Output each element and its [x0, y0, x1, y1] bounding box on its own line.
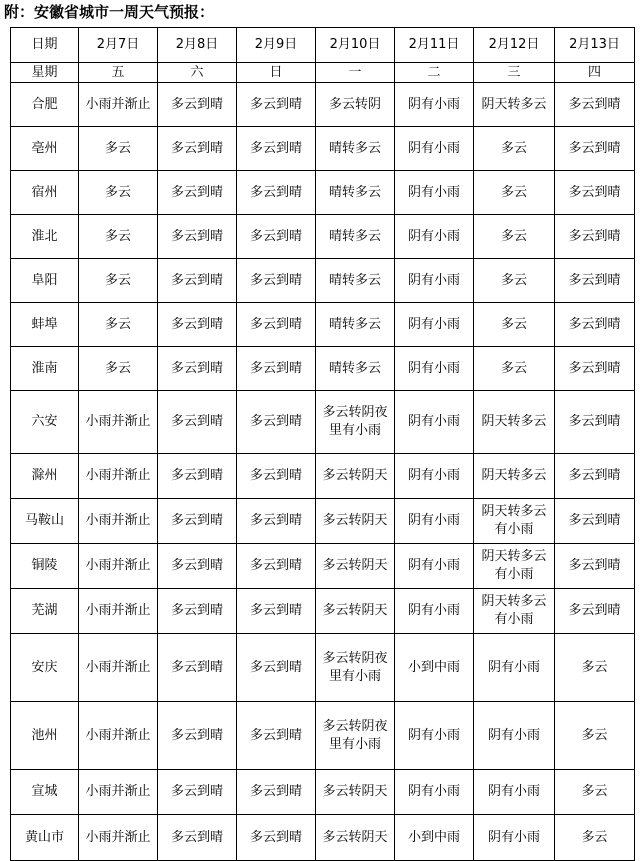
- forecast-cell: 阴有小雨: [395, 544, 474, 589]
- table-body: [11, 28, 635, 861]
- city-name-cell: 蚌埠: [11, 303, 79, 347]
- forecast-cell: 多云到晴: [158, 347, 237, 391]
- forecast-cell: 多云转阴: [316, 83, 395, 127]
- forecast-cell: 阴天转多云: [474, 454, 555, 499]
- forecast-cell: 阴有小雨: [474, 634, 555, 702]
- forecast-cell: 多云: [474, 347, 555, 391]
- forecast-cell: 多云到晴: [158, 634, 237, 702]
- city-name-cell: 黄山市: [11, 815, 79, 861]
- city-name-cell: 宿州: [11, 171, 79, 215]
- forecast-cell: 晴转多云: [316, 215, 395, 259]
- weekday-cell: 六: [158, 63, 237, 83]
- forecast-cell: 多云转阴夜里有小雨: [316, 702, 395, 770]
- forecast-cell: 多云转阴天: [316, 815, 395, 861]
- forecast-cell: 晴转多云: [316, 127, 395, 171]
- city-name-cell: 淮南: [11, 347, 79, 391]
- table-row: [11, 215, 635, 259]
- table-row: [11, 702, 635, 770]
- weekday-header-label: 星期: [11, 63, 79, 83]
- city-name-cell: 淮北: [11, 215, 79, 259]
- forecast-cell: 多云到晴: [555, 499, 635, 544]
- forecast-cell: 多云到晴: [158, 499, 237, 544]
- table-row: [11, 83, 635, 127]
- forecast-cell: 多云到晴: [555, 347, 635, 391]
- forecast-cell: 阴有小雨: [395, 589, 474, 634]
- forecast-cell: 多云到晴: [555, 544, 635, 589]
- forecast-cell: 多云到晴: [237, 634, 316, 702]
- forecast-cell: 多云到晴: [237, 127, 316, 171]
- forecast-cell: 阴有小雨: [395, 702, 474, 770]
- table-row: [11, 127, 635, 171]
- forecast-cell: 多云到晴: [237, 171, 316, 215]
- forecast-cell: 多云到晴: [237, 215, 316, 259]
- date-header-cell: 2月8日: [158, 28, 237, 63]
- forecast-cell: 多云到晴: [237, 391, 316, 454]
- forecast-cell: 多云转阴天: [316, 589, 395, 634]
- date-header-row: [11, 28, 635, 63]
- table-row: [11, 499, 635, 544]
- city-name-cell: 宣城: [11, 770, 79, 815]
- page-title: 附：安徽省城市一周天气预报：: [4, 3, 215, 21]
- forecast-cell: 多云到晴: [158, 454, 237, 499]
- city-name-cell: 安庆: [11, 634, 79, 702]
- forecast-cell: 多云到晴: [158, 815, 237, 861]
- forecast-cell: 多云到晴: [158, 83, 237, 127]
- forecast-cell: 小雨并渐止: [79, 815, 158, 861]
- date-header-label: 日期: [11, 28, 79, 63]
- forecast-cell: 多云: [79, 347, 158, 391]
- forecast-cell: 多云转阴天: [316, 770, 395, 815]
- date-header-cell: 2月9日: [237, 28, 316, 63]
- forecast-cell: 多云到晴: [237, 499, 316, 544]
- forecast-cell: 阴有小雨: [395, 770, 474, 815]
- forecast-cell: 多云到晴: [237, 770, 316, 815]
- forecast-cell: 多云: [79, 303, 158, 347]
- forecast-cell: 多云: [555, 815, 635, 861]
- forecast-cell: 多云转阴夜里有小雨: [316, 391, 395, 454]
- forecast-cell: 阴有小雨: [474, 815, 555, 861]
- forecast-cell: 多云到晴: [158, 770, 237, 815]
- weekday-cell: 日: [237, 63, 316, 83]
- forecast-cell: 多云到晴: [237, 589, 316, 634]
- date-header-cell: 2月11日: [395, 28, 474, 63]
- forecast-cell: 多云: [474, 215, 555, 259]
- forecast-cell: 阴天转多云有小雨: [474, 499, 555, 544]
- forecast-cell: 多云到晴: [158, 127, 237, 171]
- table-row: [11, 171, 635, 215]
- forecast-cell: 小雨并渐止: [79, 391, 158, 454]
- forecast-cell: 阴天转多云: [474, 83, 555, 127]
- forecast-cell: 阴有小雨: [395, 499, 474, 544]
- date-header-cell: 2月10日: [316, 28, 395, 63]
- table-row: [11, 303, 635, 347]
- city-name-cell: 铜陵: [11, 544, 79, 589]
- weekday-cell: 三: [474, 63, 555, 83]
- forecast-cell: 多云: [79, 215, 158, 259]
- city-name-cell: 亳州: [11, 127, 79, 171]
- forecast-cell: 多云到晴: [555, 215, 635, 259]
- city-name-cell: 阜阳: [11, 259, 79, 303]
- forecast-cell: 阴有小雨: [395, 215, 474, 259]
- forecast-cell: 多云到晴: [555, 171, 635, 215]
- forecast-cell: 多云: [474, 259, 555, 303]
- forecast-cell: 多云: [474, 127, 555, 171]
- date-header-cell: 2月12日: [474, 28, 555, 63]
- forecast-cell: 多云到晴: [555, 303, 635, 347]
- forecast-cell: 多云到晴: [555, 83, 635, 127]
- forecast-cell: 阴有小雨: [395, 454, 474, 499]
- table-row: [11, 259, 635, 303]
- forecast-cell: 阴天转多云: [474, 391, 555, 454]
- forecast-cell: 阴有小雨: [395, 259, 474, 303]
- forecast-cell: 多云到晴: [237, 454, 316, 499]
- forecast-cell: 多云: [555, 634, 635, 702]
- forecast-cell: 多云到晴: [158, 544, 237, 589]
- date-header-cell: 2月7日: [79, 28, 158, 63]
- city-name-cell: 芜湖: [11, 589, 79, 634]
- forecast-cell: 多云: [79, 171, 158, 215]
- forecast-cell: 阴有小雨: [395, 347, 474, 391]
- forecast-cell: 小雨并渐止: [79, 589, 158, 634]
- forecast-cell: 阴有小雨: [395, 127, 474, 171]
- forecast-cell: 小到中雨: [395, 815, 474, 861]
- forecast-cell: 小雨并渐止: [79, 544, 158, 589]
- forecast-cell: 小雨并渐止: [79, 454, 158, 499]
- forecast-cell: 多云: [555, 770, 635, 815]
- forecast-cell: 晴转多云: [316, 171, 395, 215]
- forecast-cell: 小雨并渐止: [79, 499, 158, 544]
- table-row: [11, 391, 635, 454]
- forecast-cell: 多云转阴天: [316, 454, 395, 499]
- forecast-cell: 阴有小雨: [474, 702, 555, 770]
- forecast-cell: 多云到晴: [555, 391, 635, 454]
- weekday-header-row: [11, 63, 635, 83]
- forecast-cell: 多云到晴: [237, 815, 316, 861]
- forecast-cell: 多云: [79, 259, 158, 303]
- forecast-cell: 多云到晴: [158, 171, 237, 215]
- forecast-cell: 多云转阴天: [316, 499, 395, 544]
- city-name-cell: 滁州: [11, 454, 79, 499]
- forecast-cell: 多云到晴: [158, 391, 237, 454]
- forecast-cell: 小雨并渐止: [79, 770, 158, 815]
- weekday-cell: 五: [79, 63, 158, 83]
- forecast-cell: 多云到晴: [158, 215, 237, 259]
- forecast-cell: 多云到晴: [555, 259, 635, 303]
- weekday-cell: 一: [316, 63, 395, 83]
- forecast-cell: 多云到晴: [237, 303, 316, 347]
- forecast-cell: 小雨并渐止: [79, 83, 158, 127]
- forecast-cell: 多云到晴: [237, 347, 316, 391]
- table-row: [11, 815, 635, 861]
- table-row: [11, 634, 635, 702]
- forecast-cell: 小到中雨: [395, 634, 474, 702]
- forecast-cell: 多云转阴夜里有小雨: [316, 634, 395, 702]
- forecast-cell: 小雨并渐止: [79, 634, 158, 702]
- table-row: [11, 544, 635, 589]
- table-row: [11, 454, 635, 499]
- table-row: [11, 347, 635, 391]
- city-name-cell: 池州: [11, 702, 79, 770]
- table-row: [11, 589, 635, 634]
- forecast-cell: 多云: [474, 171, 555, 215]
- city-name-cell: 马鞍山: [11, 499, 79, 544]
- forecast-cell: 多云: [555, 702, 635, 770]
- forecast-cell: 多云到晴: [555, 589, 635, 634]
- forecast-cell: 多云到晴: [158, 303, 237, 347]
- forecast-cell: 阴有小雨: [395, 391, 474, 454]
- city-name-cell: 六安: [11, 391, 79, 454]
- forecast-cell: 多云到晴: [237, 544, 316, 589]
- forecast-cell: 阴有小雨: [395, 303, 474, 347]
- forecast-cell: 多云到晴: [158, 702, 237, 770]
- forecast-cell: 阴天转多云有小雨: [474, 589, 555, 634]
- date-header-cell: 2月13日: [555, 28, 635, 63]
- weekday-cell: 四: [555, 63, 635, 83]
- forecast-cell: 多云到晴: [555, 454, 635, 499]
- forecast-cell: 多云到晴: [237, 702, 316, 770]
- forecast-cell: 阴有小雨: [474, 770, 555, 815]
- forecast-cell: 多云到晴: [158, 589, 237, 634]
- forecast-cell: 晴转多云: [316, 303, 395, 347]
- weather-forecast-table: [10, 27, 635, 861]
- forecast-cell: 阴天转多云有小雨: [474, 544, 555, 589]
- forecast-cell: 小雨并渐止: [79, 702, 158, 770]
- forecast-cell: 多云转阴天: [316, 544, 395, 589]
- forecast-cell: 多云: [474, 303, 555, 347]
- forecast-cell: 晴转多云: [316, 347, 395, 391]
- table-row: [11, 770, 635, 815]
- forecast-cell: 多云: [79, 127, 158, 171]
- forecast-cell: 阴有小雨: [395, 171, 474, 215]
- forecast-cell: 阴有小雨: [395, 83, 474, 127]
- forecast-cell: 多云到晴: [237, 83, 316, 127]
- forecast-cell: 晴转多云: [316, 259, 395, 303]
- forecast-cell: 多云到晴: [237, 259, 316, 303]
- weekday-cell: 二: [395, 63, 474, 83]
- forecast-cell: 多云到晴: [158, 259, 237, 303]
- city-name-cell: 合肥: [11, 83, 79, 127]
- forecast-cell: 多云到晴: [555, 127, 635, 171]
